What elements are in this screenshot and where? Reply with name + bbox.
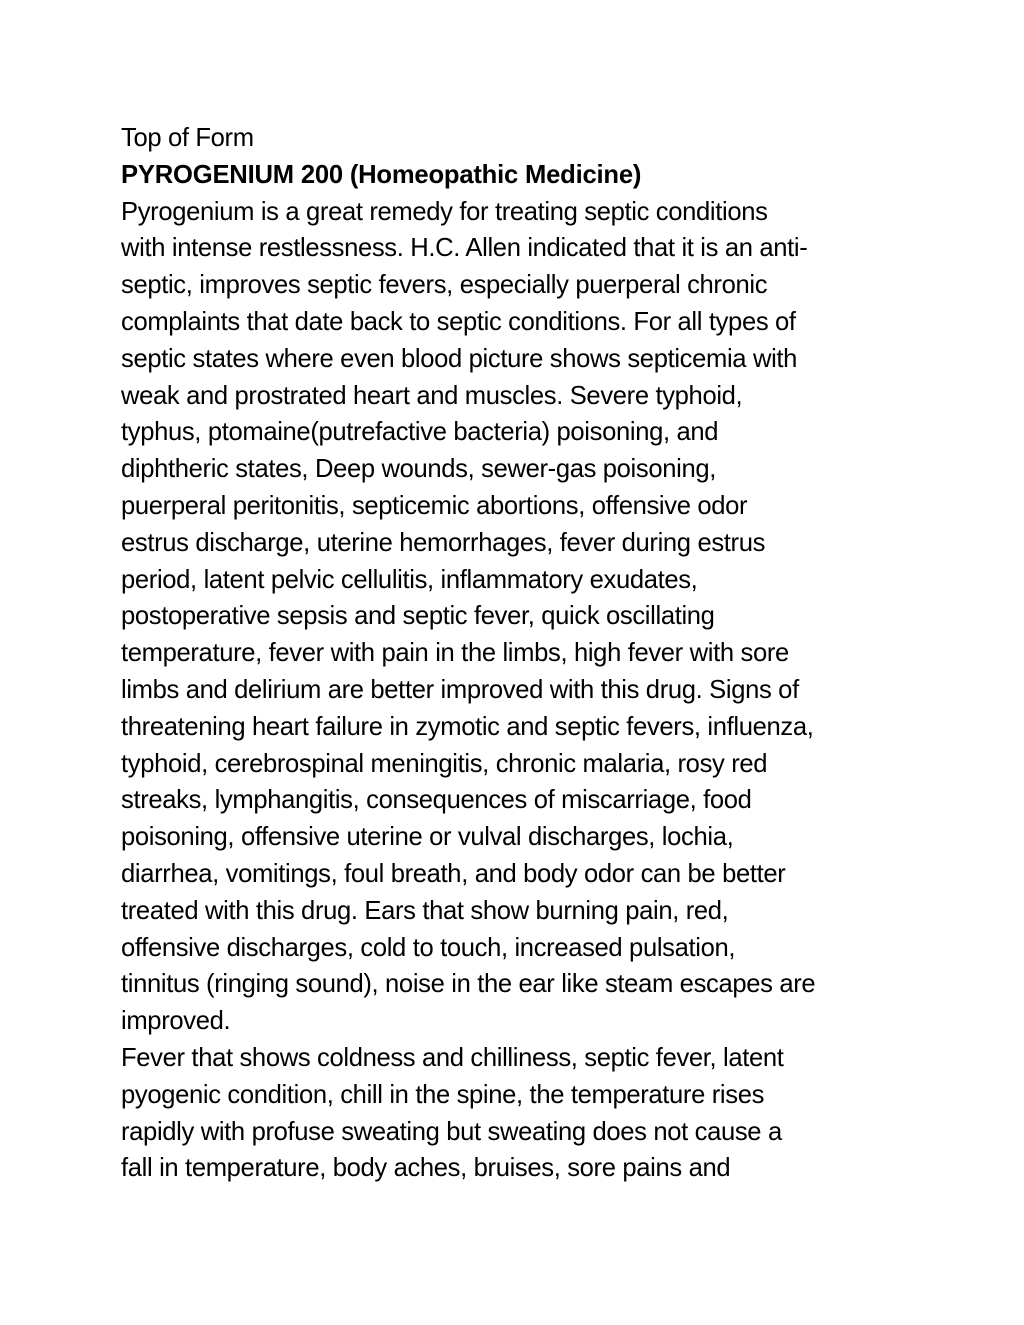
paragraph-line: treated with this drug. Ears that show burning pain, red, <box>121 896 729 925</box>
paragraph-line: diarrhea, vomitings, foul breath, and body odor can be better <box>121 859 786 888</box>
paragraph-2 <box>121 1040 911 1187</box>
document-page <box>121 120 911 1187</box>
paragraph-line: temperature, fever with pain in the limbs, high fever with sore <box>121 639 789 668</box>
paragraph-line: estrus discharge, uterine hemorrhages, fever during estrus <box>121 528 766 557</box>
paragraph-line: Fever that shows coldness and chilliness, septic fever, latent <box>121 1043 784 1072</box>
paragraph-line: poisoning, offensive uterine or vulval discharges, lochia, <box>121 823 734 852</box>
paragraph-line: rapidly with profuse sweating but sweating does not cause a <box>121 1117 782 1146</box>
form-label: Top of Form <box>121 124 254 152</box>
paragraph-line: typhoid, cerebrospinal meningitis, chronic malaria, rosy red <box>121 749 768 778</box>
paragraph-line: with intense restlessness. H.C. Allen indicated that it is an anti- <box>121 234 808 263</box>
paragraph-line: typhus, ptomaine(putrefactive bacteria) poisoning, and <box>121 418 719 447</box>
paragraph-line: weak and prostrated heart and muscles. Severe typhoid, <box>121 381 743 410</box>
paragraph-line: improved. <box>121 1007 231 1036</box>
paragraph-line: fall in temperature, body aches, bruises, sore pains and <box>121 1154 731 1183</box>
paragraph-line: tinnitus (ringing sound), noise in the ear like steam escapes are <box>121 970 816 999</box>
paragraph-line: threatening heart failure in zymotic and septic fevers, influenza, <box>121 712 814 741</box>
paragraph-line: limbs and delirium are better improved with this drug. Signs of <box>121 675 799 704</box>
paragraph-line: streaks, lymphangitis, consequences of miscarriage, food <box>121 786 752 815</box>
paragraph-line: puerperal peritonitis, septicemic abortions, offensive odor <box>121 491 748 520</box>
paragraph-1 <box>121 194 911 1040</box>
paragraph-line: complaints that date back to septic conditions. For all types of <box>121 307 796 336</box>
paragraph-line: period, latent pelvic cellulitis, inflammatory exudates, <box>121 565 698 594</box>
paragraph-line: postoperative sepsis and septic fever, quick oscillating <box>121 602 715 631</box>
document-heading: PYROGENIUM 200 (Homeopathic Medicine) <box>121 160 642 189</box>
paragraph-line: diphtheric states, Deep wounds, sewer-gas poisoning, <box>121 455 716 484</box>
paragraph-line: septic, improves septic fevers, especially puerperal chronic <box>121 271 768 300</box>
paragraph-line: Pyrogenium is a great remedy for treating septic conditions <box>121 197 768 226</box>
paragraph-line: offensive discharges, cold to touch, increased pulsation, <box>121 933 736 962</box>
paragraph-line: septic states where even blood picture shows septicemia with <box>121 344 798 373</box>
paragraph-line: pyogenic condition, chill in the spine, the temperature rises <box>121 1080 765 1109</box>
